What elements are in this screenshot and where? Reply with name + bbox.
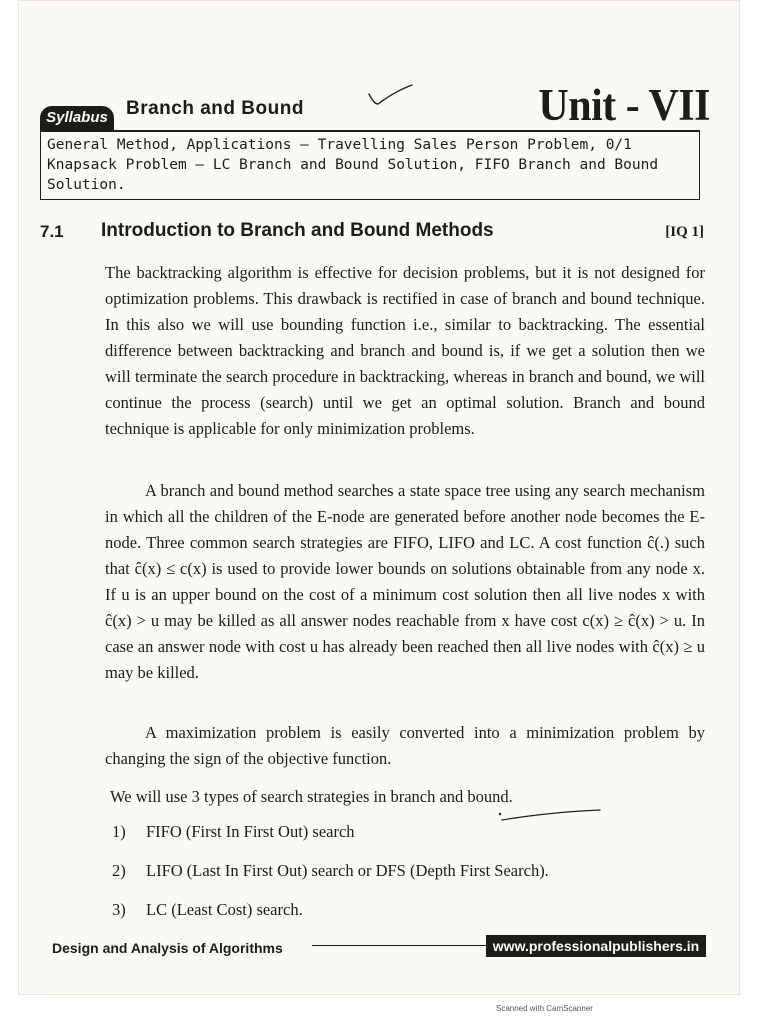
list-item-number: 2) xyxy=(112,861,126,880)
strategy-list xyxy=(112,822,672,939)
syllabus-badge: Syllabus xyxy=(40,106,114,130)
section-number: 7.1 xyxy=(40,222,64,241)
pen-underline-icon xyxy=(496,806,606,826)
list-item-number: 1) xyxy=(112,822,126,841)
list-item-text: LC (Least Cost) search. xyxy=(146,900,303,919)
paragraph-maximization: A maximization problem is easily converted into a minimization problem by changing the sign of the objective function. xyxy=(105,723,705,768)
bleed-through-header xyxy=(40,38,700,50)
syllabus-content: General Method, Applications – Travelling Sales Person Problem, 0/1 Knapsack Problem – LC Branch and Bound Solution, FIFO Branch and Bound Solution. xyxy=(40,130,700,200)
publisher-website: www.professionalpublishers.in xyxy=(486,935,706,957)
section-tag: [IQ 1] xyxy=(665,224,704,240)
list-item xyxy=(112,861,672,900)
footer-divider xyxy=(312,945,488,946)
scanner-watermark: Scanned with CamScanner xyxy=(496,1004,593,1013)
book-title: Design and Analysis of Algorithms xyxy=(52,940,283,956)
handwritten-tick-icon xyxy=(366,82,416,110)
list-item-number: 3) xyxy=(112,900,126,919)
list-item-text: LIFO (Last In First Out) search or DFS (Depth First Search). xyxy=(146,861,549,880)
list-item xyxy=(112,900,672,939)
list-item xyxy=(112,822,672,861)
list-item-text: FIFO (First In First Out) search xyxy=(146,822,355,841)
paragraph-branch-bound-method: A branch and bound method searches a state space tree using any search mechanism in which all the children of the E-node are generated before another node becomes the E-node. Three common search strategies are FIFO, LIFO and LC. A cost function ĉ(.) such that ĉ(x) ≤ c(x) is used to provide lower bounds on solutions obtainable from any node x. If u is an upper bound on the cost of a minimum cost solution then all live nodes x with ĉ(x) > u may be killed as all answer nodes reachable from x have cost c(x) ≥ ĉ(x) > u. In case an answer node with cost u has already been reached then all live nodes with ĉ(x) ≥ u may be killed. xyxy=(105,481,705,682)
section-title: Introduction to Branch and Bound Methods xyxy=(101,220,494,241)
paragraph-strategies-intro: We will use 3 types of search strategies in branch and bound. xyxy=(110,787,513,806)
paragraph-backtracking: The backtracking algorithm is effective for decision problems, but it is not designed for optimization problems. This drawback is rectified in case of branch and bound technique. In this also we will use bounding function i.e., similar to backtracking. The essential difference between backtracking and branch and bound is, if we get a solution then we will terminate the search procedure in backtracking, whereas in branch and bound, we will continue the process (search) until we get an optimal solution. Branch and bound technique is applicable for only minimization problems. xyxy=(105,263,705,438)
unit-title: Unit - VII xyxy=(538,81,710,131)
chapter-title: Branch and Bound xyxy=(126,98,304,119)
